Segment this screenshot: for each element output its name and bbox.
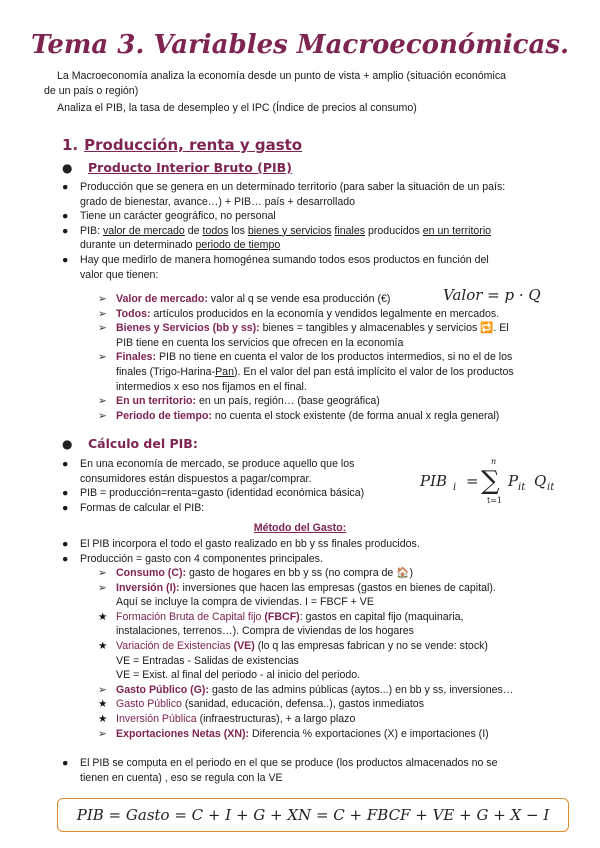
sum-icon: ∑ <box>481 466 500 496</box>
list-item: ● El PIB incorpora el todo el gasto realizado en bb y ss finales producidos. <box>62 538 420 550</box>
arrow-icon: ➢ <box>98 683 107 696</box>
arrow-icon: ➢ <box>98 581 107 594</box>
sub-item: ➢ Valor de mercado: valor al q se vende esa producción (€) <box>98 293 391 305</box>
arrow-icon: ➢ <box>98 567 107 579</box>
formula-term2-sub: it <box>547 482 555 493</box>
arrow-icon: ➢ <box>98 351 107 364</box>
list-item: ● Producción = gasto con 4 componentes principales. <box>62 552 323 565</box>
final-formula-box <box>57 798 569 832</box>
sub-item: ➢ Gasto Público (G): gasto de las admins públicas (aytos...) en bb y ss, inversiones… <box>98 683 514 696</box>
formula-sum-bottom: t=1 <box>487 496 503 505</box>
gasto-list-end <box>62 756 584 785</box>
list-item: ● PIB: valor de mercado de todos los bienes y servicios finales producidos en un territorio durante un determinado periodo de tiempo <box>62 224 492 252</box>
star-icon: ★ <box>98 639 108 652</box>
intro-line-2: de un país o región) <box>44 85 139 97</box>
sub-item: ➢ Exportaciones Netas (XN): Diferencia % exportaciones (X) e importaciones (I) <box>98 727 489 740</box>
intro-line-3: Analiza el PIB, la tasa de desempleo y el IPC (Índice de precios al consumo) <box>57 102 417 114</box>
arrow-icon: ➢ <box>98 395 107 408</box>
sub-item: ➢ Bienes y Servicios (bb y ss): bienes = tangibles y almacenables y servicios 🔁. El PIB tiene en cuenta los servicios que ofrecen en la economía <box>98 322 509 349</box>
star-icon: ★ <box>98 712 108 725</box>
formula-eq: = <box>466 472 479 490</box>
formula-lhs: PIB <box>420 472 448 490</box>
calculo-heading: ● Cálculo del PIB: <box>62 436 198 451</box>
arrow-icon: ➢ <box>98 409 107 422</box>
sub-item: ➢ Todos: artículos producidos en la economía y vendidos legalmente en mercados. <box>98 307 500 320</box>
section-title: Producción, renta y gasto <box>84 136 303 154</box>
formula-lhs-sub: i <box>453 482 457 493</box>
list-item: ● Formas de calcular el PIB: <box>62 501 205 514</box>
pib-heading <box>62 160 292 175</box>
pib-heading-text: Producto Interior Bruto (PIB) <box>88 160 292 175</box>
pib-sum-formula <box>412 456 582 510</box>
valor-formula: Valor = p · Q <box>443 286 541 304</box>
gasto-list <box>62 537 584 566</box>
sub-item: ★ Gasto Público (sanidad, educación, defensa..), gastos inmediatos <box>98 698 424 711</box>
metodo-title: Método del Gasto: <box>253 522 347 534</box>
sub-item: ➢ En un territorio: en un país, región… (base geográfica) <box>98 395 380 408</box>
list-item: ● En una economía de mercado, se produce aquello que los consumidores están dispuestos a pagar/comprar. <box>62 458 355 485</box>
list-item: ● Producción que se genera en un determinado territorio (para saber la situación de un país: grado de bienestar, avance…) + PIB… país + desarrollado <box>62 181 506 208</box>
list-item: ● El PIB se computa en el periodo en el que se produce (los productos almacenados no se tienen en cuenta) , eso se regula con la VE <box>62 757 498 784</box>
final-formula: PIB = Gasto = C + I + G + XN = C + FBCF + VE + G + X − I <box>76 806 550 824</box>
arrow-icon: ➢ <box>98 307 107 320</box>
arrow-icon: ➢ <box>98 727 107 740</box>
formula-term-sub: it <box>518 482 526 493</box>
intro-line-1: La Macroeconomía analiza la economía desde un punto de vista + amplio (situación económica <box>57 70 507 82</box>
sub-item: ★ Inversión Pública (infraestructuras), + a largo plazo <box>98 712 356 725</box>
bullet-icon: ● <box>62 161 73 175</box>
page-title: Tema 3. Variables Macroeconómicas. <box>30 30 570 60</box>
sub-item: ★ Formación Bruta de Capital fijo (FBCF): gastos en capital fijo (maquinaria, instalaciones, terrenos…). Compra de viviendas de los hogares <box>98 610 464 638</box>
list-item: ● Tiene un carácter geográfico, no personal <box>62 210 276 223</box>
calculo-list <box>62 457 422 515</box>
list-item: ● PIB = producción=renta=gasto (identidad económica básica) <box>62 487 365 500</box>
gasto-sublist <box>98 566 572 741</box>
arrow-icon: ➢ <box>98 322 107 335</box>
sub-item: ★ Variación de Existencias (VE) (lo q las empresas fabrican y no se vende: stock) VE = Entradas - Salidas de existencias VE = Exist. al final del periodo - al inicio del periodo. <box>98 639 488 682</box>
sub-item: ➢ Finales: PIB no tiene en cuenta el valor de los productos intermedios, si no el de los finales (Trigo-Harina-Pan). En el valor del pan está implícito el valor de los productos intermedios x eso nos fijamos en el final. <box>98 351 514 393</box>
star-icon: ★ <box>98 698 108 711</box>
bullet-icon: ● <box>62 437 73 451</box>
formula-sum-top: n <box>491 457 497 466</box>
star-icon: ★ <box>98 610 108 623</box>
sub-item: ➢ Consumo (C): gasto de hogares en bb y ss (no compra de 🏠) <box>98 567 413 579</box>
list-item: ● Hay que medirlo de manera homogénea sumando todos esos productos en función del valor que tienen: <box>62 253 489 281</box>
pib-list <box>62 180 584 282</box>
sub-item: ➢ Inversión (I): inversiones que hacen las empresas (gastos en bienes de capital). Aquí se incluye la compra de viviendas. I = FBCF + VE <box>98 581 496 609</box>
formula-term: P <box>508 472 519 490</box>
section-number: 1. <box>62 136 79 154</box>
valor-sublist <box>98 292 572 423</box>
arrow-icon: ➢ <box>98 293 107 305</box>
section-heading <box>62 136 302 154</box>
formula-term2: Q <box>534 472 547 490</box>
sub-item: ➢ Periodo de tiempo: no cuenta el stock existente (de forma anual x regla general) <box>98 409 500 422</box>
